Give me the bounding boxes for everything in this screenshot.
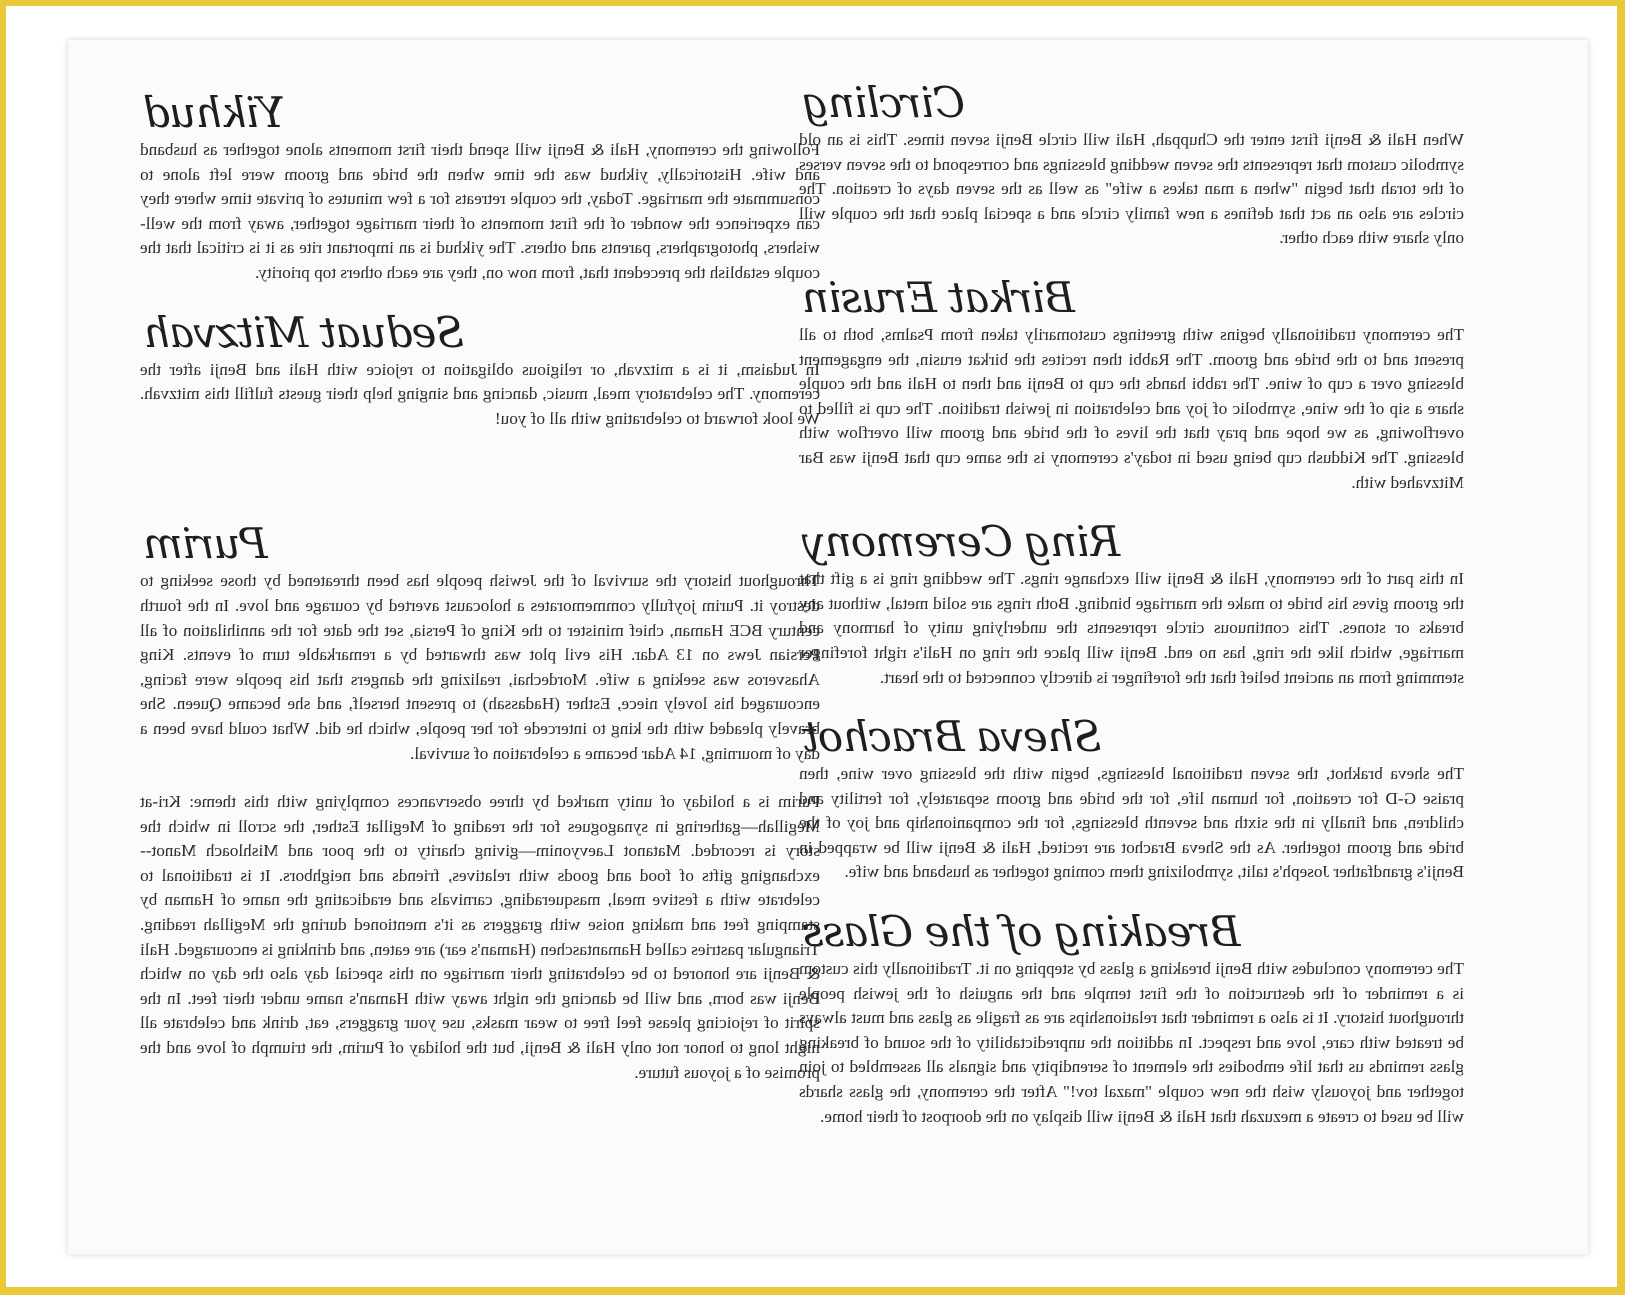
section-purim [140, 521, 820, 1085]
section-body: Following the ceremony, Hali & Benji will spend their first moments alone together as husband and wife. Historically, yikhud was the time when the bride and groom were left alone to consummate the marriage. Today, the couple retreats for a few minutes of private time where they can experience the wonder of the first moments of their marriage together, away from the well-wishers, photographers, parents and others. The yikhud is an important rite as it is critical that the couple establish the precedent that, from now on, they are each others top priority. [140, 140, 820, 282]
section-title: Circling [803, 78, 965, 127]
section-birkat-erusin [799, 272, 1464, 495]
section-title: Sheva Brachot [803, 712, 1102, 762]
section-body: The sheva brakhot, the seven traditional blessings, begin with the blessing over wine, then praise G-D for creation, for human life, for the bride and groom separately, for fertility and children, and finally in the sixth and seventh blessings, for the companionship and joy of the bride and groom together. As the Sheva Brachot are recited, Hali & Benji will be wrapped in Benji's grandfather Joseph's talit, symbolizing them coming together as husband and wife. [799, 764, 1464, 882]
section-body: In this part of the ceremony, Hali & Benji will exchange rings. The wedding ring is a gift that the groom gives his bride to make the marriage binding. Both rings are solid metal, without any breaks or stones. This continuous circle represents the underlying unity of harmony and marriage, which like the ring, has no end. Benji will place the ring on Hali's right forefinger stemming from an ancient belief that the forefinger is directly connected to the heart. [799, 569, 1464, 687]
section-yikhud [140, 90, 820, 286]
section-seduat-mitzvah [140, 307, 820, 432]
section-title: Yikhud [144, 88, 285, 137]
mirrored-print [68, 40, 1588, 1254]
left-page [140, 90, 820, 1085]
section-title: Breaking of the Glass [803, 907, 1241, 957]
section-body: The ceremony traditionally begins with greetings customarily taken from Psalms, both to all present and to the bride and groom. The Rabbi then recites the birkat erusin, the engagement blessing over a cup of wine. The rabbi hands the cup to Benji and then to Hali and the couple share a sip of the wine, symbolic of joy and celebration in jewish tradition. The cup is filled to overflowing, as we hope and pray that the lives of the bride and groom will overflow with blessing. The Kiddush cup being used in today's ceremony is the same cup that Benji was Bar Mitzvahed with. [799, 324, 1464, 492]
section-title: Ring Ceremony [803, 517, 1121, 567]
image-frame [6, 6, 1617, 1287]
section-breaking-glass [799, 909, 1464, 1129]
right-page [799, 80, 1464, 1129]
program-sheet [68, 40, 1588, 1254]
section-ring-ceremony [799, 519, 1464, 690]
section-body: Throughout history the survival of the Jewish people has been threatened by those seeking to destroy it. Purim joyfully commemorates a holocaust averted by courage and love. In the fourth century BCE Haman, chief minister to the King of Persia, set the date for the annihilation of all Persian Jews on 13 Adar. His evil plot was thwarted by a remarkable turn of events. King Ahasveros was seeking a wife. Mordechai, realizing the dangers that his people were facing, encouraged his lovely niece, Esther (Hadassah) to present herself, and she became Queen. She bravely pleaded with the king to intercede for her people, which he did. What could have been a day of mourning, 14 Adar became a celebration of survival. [140, 571, 820, 763]
section-title: Seduat Mitzvah [144, 307, 465, 357]
section-body: In Judaism, it is a mitzvah, or religious obligation to rejoice with Hali and Benji after the ceremony. The celebratory meal, music, dancing and singing help their guests fulfill this mitzvah. We look forward to celebrating with all of you! [140, 359, 820, 428]
section-title: Birkat Erusin [803, 272, 1075, 322]
section-title: Purim [144, 519, 268, 569]
section-body: When Hali & Benji first enter the Chuppah, Hali will circle Benji seven times. This is an old symbolic custom that represents the seven wedding blessings and correspond to the seven verses of the torah that begin "when a man takes a wife" as well as the seven days of creation. The circles are also an act that defines a new family circle and a special place that the couple will only share with each other. [799, 130, 1464, 248]
section-body: The ceremony concludes with Benji breaking a glass by stepping on it. Traditionally this custom is a reminder of the destruction of the first temple and the anguish of the jewish people throughout history. It is also a reminder that relationships are as fragile as glass and must always be treated with care, love and respect. In addition the unpredictability of the sound of breaking glass reminds us that life embodies the element of serendipity and signals all assembled to join together and joyously wish the new couple "mazal tov!" After the ceremony, the glass shards will be used to create a mezuzah that Hali & Benji will display on the doorpost of their home. [799, 959, 1464, 1126]
section-sheva-brachot [799, 714, 1464, 885]
section-body-continued: Purim is a holiday of unity marked by three observances complying with this theme: Kri-at Megillah—gathering in synagogues for the reading of Megillat Esther, the scroll in which the story is recorded. Matanot Laevyonim—giving charity to the poor and Mishloach Manot--exchanging gifts of food and goods with relatives, friends and neighbors. It is traditional to celebrate with a festive meal, masquerading, carnivals and eradicating the name of Haman by stamping feet and making noise with graggers as it's mentioned during the Megillah reading. Triangular pastries called Hamantaschen (Haman's ear) are eaten, and drinking is encouraged. Hali & Benji are honored to be celebrating their marriage on this special day also the day on which Benji was born, and will be dancing the night away with Haman's name under their feet. In the spirit of rejoicing please feel free to wear masks, use your graggers, eat, drink and celebrate all night long to honor not only Hali & Benji, but the holiday of Purim, the triumph of love and the promise of a joyous future. [140, 792, 820, 1082]
section-circling [799, 80, 1464, 251]
